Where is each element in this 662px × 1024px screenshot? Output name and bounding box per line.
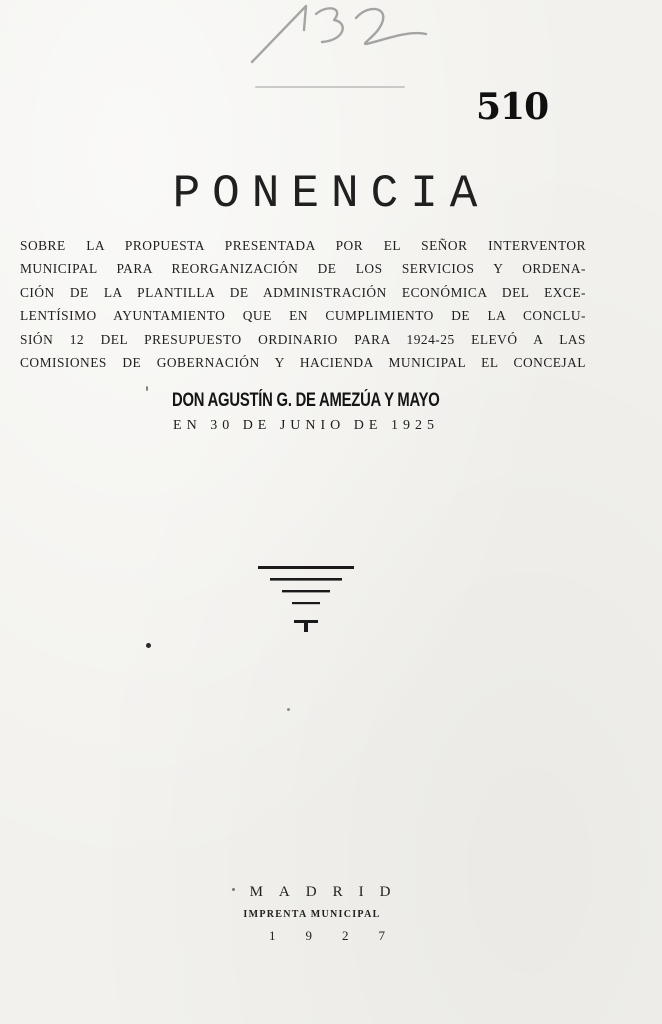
document-description: [20, 234, 586, 374]
ink-speck: [287, 708, 290, 711]
description-line-6: COMISIONES DE GOBERNACIÓN Y HACIENDA MUNICIPAL EL CONCEJAL: [20, 355, 586, 371]
stamp-number: 510: [476, 86, 549, 128]
ink-speck: [232, 888, 235, 891]
ink-speck: [146, 643, 151, 648]
handwritten-catalog-number: [248, 0, 438, 70]
author-name: DON AGUSTÍN G. DE AMEZÚA Y MAYO: [172, 390, 440, 411]
description-line-5: SIÓN 12 DEL PRESUPUESTO ORDINARIO PARA 1924-25 ELEVÓ A LAS: [20, 331, 586, 347]
imprint-press: IMPRENTA MUNICIPAL: [243, 909, 381, 920]
ornament-divider-icon: [256, 562, 356, 642]
imprint-year: 1927: [269, 928, 415, 943]
document-date: EN 30 DE JUNIO DE 1925: [173, 418, 439, 433]
pencil-underline: [255, 86, 405, 88]
description-line-3: CIÓN DE LA PLANTILLA DE ADMINISTRACIÓN ECONÓMICA DEL EXCE-: [20, 284, 586, 300]
ink-speck: [146, 386, 148, 391]
document-title: PONENCIA: [172, 168, 490, 220]
imprint-city: MADRID: [249, 884, 407, 900]
description-line-2: MUNICIPAL PARA REORGANIZACIÓN DE LOS SERVICIOS Y ORDENA-: [20, 261, 586, 277]
description-line-4: LENTÍSIMO AYUNTAMIENTO QUE EN CUMPLIMIENTO DE LA CONCLU-: [20, 308, 586, 324]
description-line-1: SOBRE LA PROPUESTA PRESENTADA POR EL SEÑOR INTERVENTOR: [20, 238, 586, 253]
